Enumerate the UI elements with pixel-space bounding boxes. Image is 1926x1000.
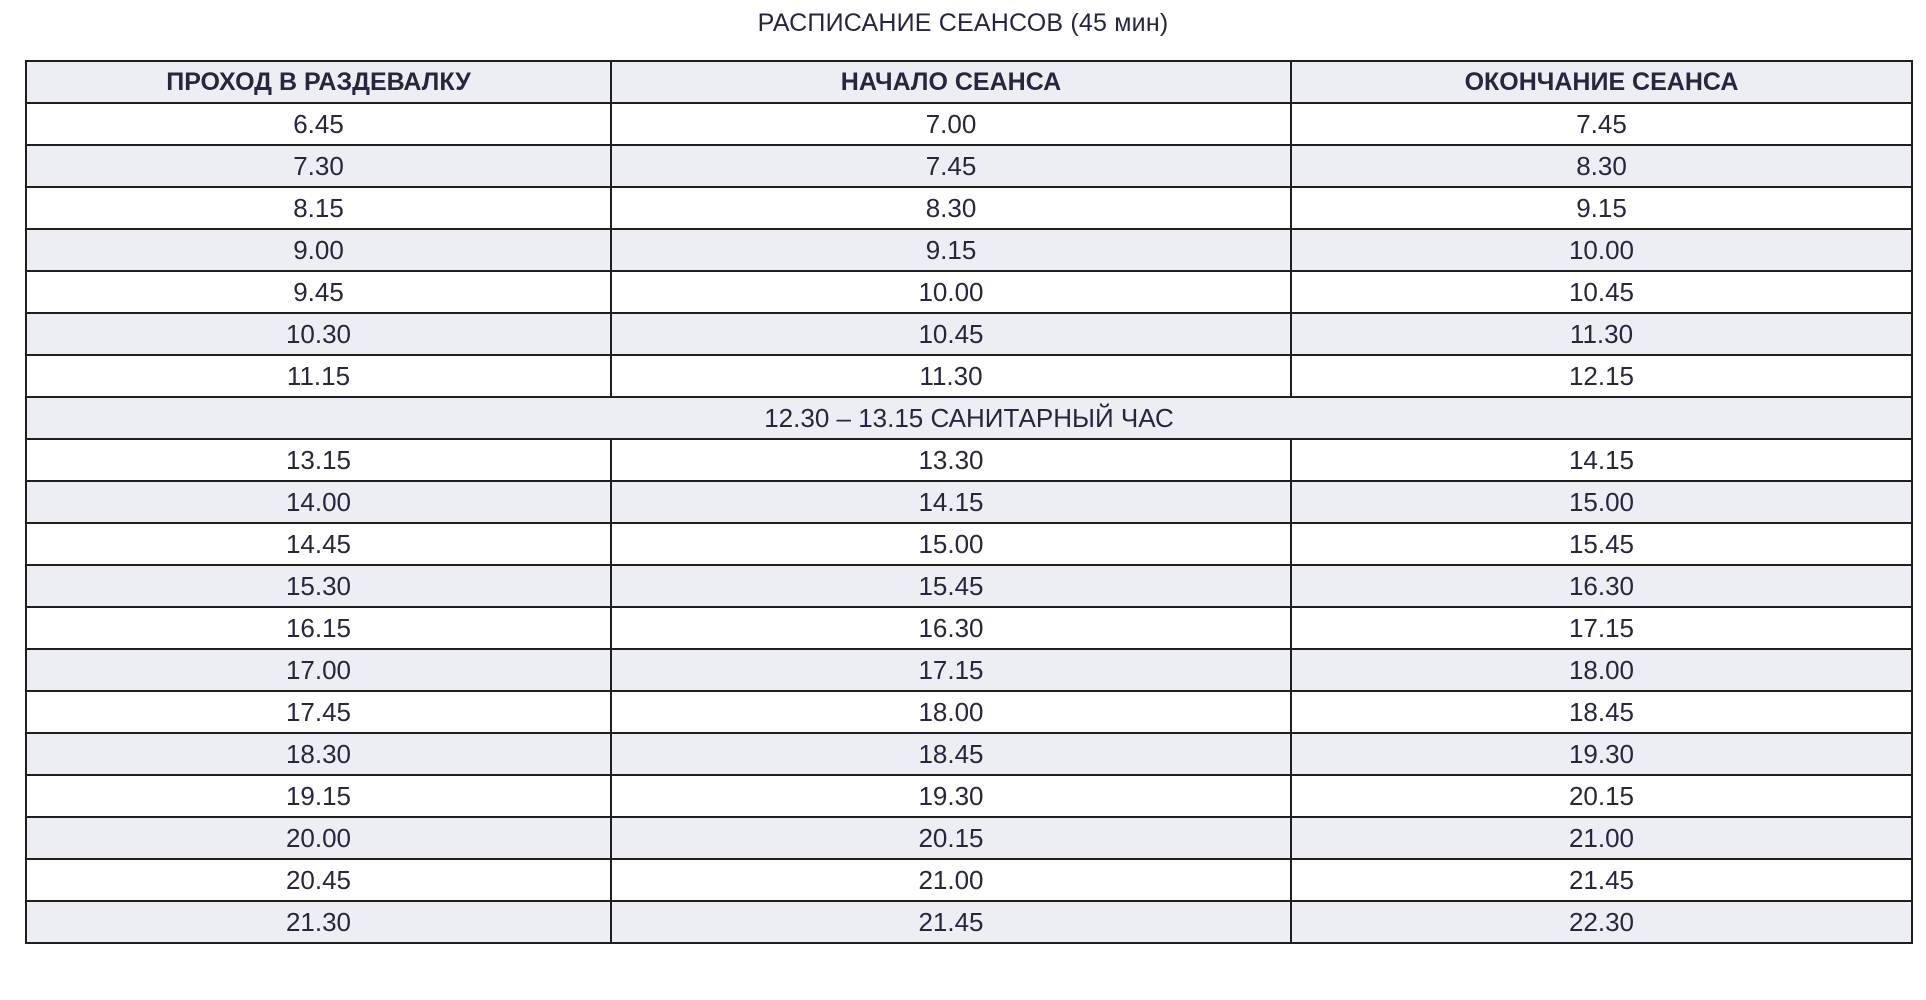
cell-session-end: 10.00 — [1291, 229, 1912, 271]
cell-session-end: 16.30 — [1291, 565, 1912, 607]
cell-session-end: 19.30 — [1291, 733, 1912, 775]
cell-locker-entry: 21.30 — [26, 901, 611, 943]
table-row — [26, 775, 1912, 817]
cell-session-start: 16.30 — [611, 607, 1291, 649]
cell-locker-entry: 9.45 — [26, 271, 611, 313]
table-row — [26, 103, 1912, 145]
table-row — [26, 649, 1912, 691]
cell-session-start: 17.15 — [611, 649, 1291, 691]
cell-session-start: 21.00 — [611, 859, 1291, 901]
cell-session-start: 15.00 — [611, 523, 1291, 565]
cell-session-start: 13.30 — [611, 439, 1291, 481]
table-row — [26, 607, 1912, 649]
cell-locker-entry: 19.15 — [26, 775, 611, 817]
column-header-session-end: ОКОНЧАНИЕ СЕАНСА — [1291, 61, 1912, 103]
cell-session-start: 15.45 — [611, 565, 1291, 607]
cell-session-end: 21.45 — [1291, 859, 1912, 901]
cell-session-end: 20.15 — [1291, 775, 1912, 817]
cell-locker-entry: 16.15 — [26, 607, 611, 649]
cell-session-start: 10.45 — [611, 313, 1291, 355]
cell-session-end: 22.30 — [1291, 901, 1912, 943]
table-row — [26, 439, 1912, 481]
cell-locker-entry: 15.30 — [26, 565, 611, 607]
cell-session-start: 11.30 — [611, 355, 1291, 397]
cell-session-end: 9.15 — [1291, 187, 1912, 229]
cell-session-end: 18.45 — [1291, 691, 1912, 733]
table-row — [26, 313, 1912, 355]
cell-session-start: 8.30 — [611, 187, 1291, 229]
table-row — [26, 187, 1912, 229]
cell-locker-entry: 6.45 — [26, 103, 611, 145]
cell-locker-entry: 14.00 — [26, 481, 611, 523]
table-row — [26, 229, 1912, 271]
column-header-locker-entry: ПРОХОД В РАЗДЕВАЛКУ — [26, 61, 611, 103]
cell-session-end: 21.00 — [1291, 817, 1912, 859]
cell-session-end: 12.15 — [1291, 355, 1912, 397]
cell-session-end: 17.15 — [1291, 607, 1912, 649]
table-row — [26, 355, 1912, 397]
table-row — [26, 565, 1912, 607]
header-row — [26, 61, 1912, 103]
table-row — [26, 859, 1912, 901]
cell-session-start: 7.00 — [611, 103, 1291, 145]
table-body — [26, 103, 1912, 943]
cell-session-end: 14.15 — [1291, 439, 1912, 481]
sanitary-hour-row — [26, 397, 1912, 439]
cell-locker-entry: 20.00 — [26, 817, 611, 859]
cell-session-start: 14.15 — [611, 481, 1291, 523]
cell-session-start: 18.45 — [611, 733, 1291, 775]
table-row — [26, 733, 1912, 775]
cell-locker-entry: 10.30 — [26, 313, 611, 355]
cell-session-end: 7.45 — [1291, 103, 1912, 145]
page-title: РАСПИСАНИЕ СЕАНСОВ (45 мин) — [757, 9, 1169, 37]
cell-locker-entry: 18.30 — [26, 733, 611, 775]
cell-locker-entry: 11.15 — [26, 355, 611, 397]
cell-session-start: 19.30 — [611, 775, 1291, 817]
cell-locker-entry: 13.15 — [26, 439, 611, 481]
table-row — [26, 817, 1912, 859]
cell-session-end: 18.00 — [1291, 649, 1912, 691]
cell-locker-entry: 9.00 — [26, 229, 611, 271]
cell-locker-entry: 17.45 — [26, 691, 611, 733]
table-row — [26, 523, 1912, 565]
cell-locker-entry: 8.15 — [26, 187, 611, 229]
cell-locker-entry: 17.00 — [26, 649, 611, 691]
cell-locker-entry: 7.30 — [26, 145, 611, 187]
cell-session-end: 10.45 — [1291, 271, 1912, 313]
table-header — [26, 61, 1912, 103]
sanitary-hour-cell: 12.30 – 13.15 САНИТАРНЫЙ ЧАС — [26, 397, 1912, 439]
table-row — [26, 481, 1912, 523]
cell-session-end: 8.30 — [1291, 145, 1912, 187]
cell-session-start: 18.00 — [611, 691, 1291, 733]
cell-locker-entry: 20.45 — [26, 859, 611, 901]
column-header-session-start: НАЧАЛО СЕАНСА — [611, 61, 1291, 103]
cell-session-start: 20.15 — [611, 817, 1291, 859]
table-row — [26, 271, 1912, 313]
table-row — [26, 901, 1912, 943]
cell-session-end: 11.30 — [1291, 313, 1912, 355]
schedule-table — [25, 60, 1913, 944]
cell-session-start: 21.45 — [611, 901, 1291, 943]
cell-session-start: 7.45 — [611, 145, 1291, 187]
table-row — [26, 145, 1912, 187]
table-row — [26, 691, 1912, 733]
cell-session-end: 15.00 — [1291, 481, 1912, 523]
cell-session-start: 9.15 — [611, 229, 1291, 271]
cell-session-start: 10.00 — [611, 271, 1291, 313]
cell-locker-entry: 14.45 — [26, 523, 611, 565]
cell-session-end: 15.45 — [1291, 523, 1912, 565]
